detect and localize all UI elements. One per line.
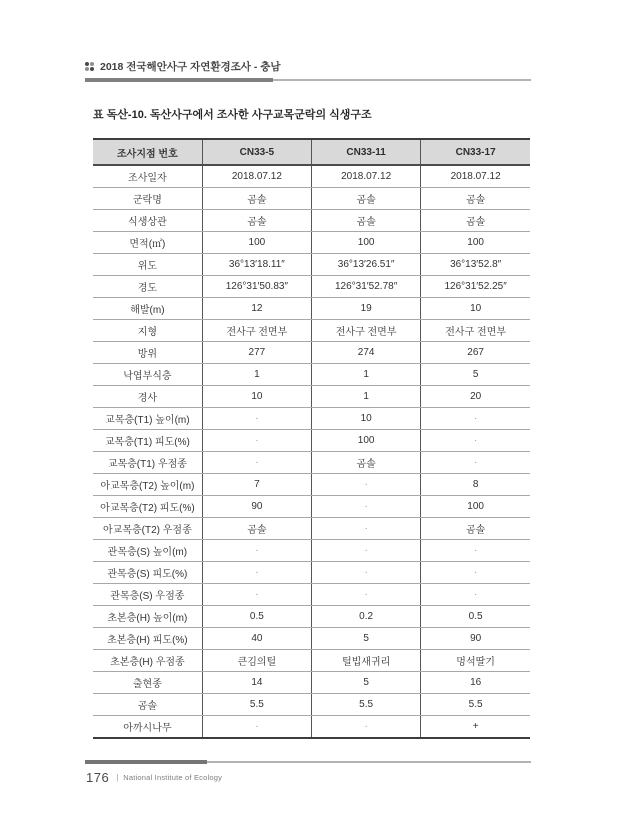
- table-row: [93, 210, 530, 232]
- value-cell: 0.2: [312, 606, 421, 628]
- value-cell: ·: [421, 562, 530, 584]
- value-cell: ·: [421, 452, 530, 474]
- table-body: [93, 165, 530, 738]
- value-cell: ·: [312, 716, 421, 739]
- row-label-cell: 교목층(T1) 높이(m): [93, 408, 202, 430]
- value-cell: ·: [421, 408, 530, 430]
- value-cell: 5.5: [421, 694, 530, 716]
- value-cell: 90: [202, 496, 311, 518]
- table-header-row: [93, 139, 530, 165]
- value-cell: 36°13′26.51″: [312, 254, 421, 276]
- row-label-cell: 관목층(S) 우점종: [93, 584, 202, 606]
- value-cell: 10: [421, 298, 530, 320]
- row-label-cell: 아교목층(T2) 높이(m): [93, 474, 202, 496]
- survey-table-container: [93, 138, 530, 739]
- value-cell: 곰솔: [421, 210, 530, 232]
- value-cell: 털빕새귀리: [312, 650, 421, 672]
- row-label-cell: 출현종: [93, 672, 202, 694]
- table-row: [93, 452, 530, 474]
- row-label-cell: 위도: [93, 254, 202, 276]
- value-cell: 100: [312, 232, 421, 254]
- row-label-cell: 경도: [93, 276, 202, 298]
- value-cell: 전사구 전면부: [202, 320, 311, 342]
- table-row: [93, 672, 530, 694]
- row-label-cell: 초본층(H) 높이(m): [93, 606, 202, 628]
- dots-grid-icon: [85, 62, 94, 71]
- table-header-cell: CN33-17: [421, 139, 530, 165]
- table-title: 표 독산-10. 독산사구에서 조사한 사구교목군락의 식생구조: [93, 109, 372, 121]
- value-cell: 20: [421, 386, 530, 408]
- table-header-cell: 조사지점 번호: [93, 139, 202, 165]
- value-cell: 0.5: [202, 606, 311, 628]
- row-label-cell: 방위: [93, 342, 202, 364]
- value-cell: 12: [202, 298, 311, 320]
- value-cell: 곰솔: [421, 188, 530, 210]
- row-label-cell: 해발(m): [93, 298, 202, 320]
- value-cell: 100: [421, 232, 530, 254]
- row-label-cell: 관목층(S) 피도(%): [93, 562, 202, 584]
- value-cell: 곰솔: [202, 188, 311, 210]
- page-number: 176: [86, 770, 110, 785]
- value-cell: 5.5: [202, 694, 311, 716]
- survey-table: [93, 138, 530, 739]
- table-row: [93, 298, 530, 320]
- row-label-cell: 경사: [93, 386, 202, 408]
- value-cell: 1: [312, 364, 421, 386]
- value-cell: 2018.07.12: [421, 165, 530, 188]
- value-cell: ·: [312, 474, 421, 496]
- value-cell: +: [421, 716, 530, 739]
- value-cell: ·: [202, 408, 311, 430]
- table-row: [93, 408, 530, 430]
- table-row: [93, 650, 530, 672]
- value-cell: ·: [202, 716, 311, 739]
- table-header-cell: CN33-5: [202, 139, 311, 165]
- value-cell: 90: [421, 628, 530, 650]
- table-row: [93, 165, 530, 188]
- value-cell: 100: [421, 496, 530, 518]
- value-cell: 36°13′52.8″: [421, 254, 530, 276]
- row-label-cell: 초본층(H) 우점종: [93, 650, 202, 672]
- value-cell: 2018.07.12: [202, 165, 311, 188]
- row-label-cell: 교목층(T1) 피도(%): [93, 430, 202, 452]
- value-cell: 7: [202, 474, 311, 496]
- value-cell: 10: [202, 386, 311, 408]
- value-cell: 전사구 전면부: [421, 320, 530, 342]
- value-cell: ·: [202, 452, 311, 474]
- value-cell: ·: [312, 562, 421, 584]
- table-row: [93, 496, 530, 518]
- value-cell: ·: [312, 540, 421, 562]
- table-row: [93, 342, 530, 364]
- value-cell: 5: [312, 672, 421, 694]
- value-cell: 1: [312, 386, 421, 408]
- row-label-cell: 군락명: [93, 188, 202, 210]
- row-label-cell: 아교목층(T2) 피도(%): [93, 496, 202, 518]
- value-cell: 곰솔: [202, 210, 311, 232]
- value-cell: 2018.07.12: [312, 165, 421, 188]
- value-cell: ·: [421, 430, 530, 452]
- value-cell: 곰솔: [312, 452, 421, 474]
- value-cell: 126°31′52.25″: [421, 276, 530, 298]
- table-row: [93, 716, 530, 739]
- header-rule-dark: [85, 78, 273, 82]
- value-cell: 10: [312, 408, 421, 430]
- value-cell: 곰솔: [202, 518, 311, 540]
- row-label-cell: 식생상관: [93, 210, 202, 232]
- table-row: [93, 518, 530, 540]
- value-cell: 곰솔: [312, 210, 421, 232]
- value-cell: 8: [421, 474, 530, 496]
- row-label-cell: 면적(㎡): [93, 232, 202, 254]
- table-row: [93, 276, 530, 298]
- table-row: [93, 562, 530, 584]
- value-cell: 5: [421, 364, 530, 386]
- row-label-cell: 아까시나무: [93, 716, 202, 739]
- value-cell: 267: [421, 342, 530, 364]
- value-cell: 100: [312, 430, 421, 452]
- value-cell: 5: [312, 628, 421, 650]
- row-label-cell: 초본층(H) 피도(%): [93, 628, 202, 650]
- table-row: [93, 386, 530, 408]
- value-cell: ·: [202, 430, 311, 452]
- value-cell: 1: [202, 364, 311, 386]
- value-cell: ·: [202, 562, 311, 584]
- footer-rule-dark: [85, 760, 207, 764]
- footer-institute: National Institute of Ecology: [123, 773, 223, 782]
- report-header-text: 2018 전국해안사구 자연환경조사 - 충남: [100, 60, 281, 73]
- row-label-cell: 지형: [93, 320, 202, 342]
- table-row: [93, 232, 530, 254]
- value-cell: ·: [202, 540, 311, 562]
- value-cell: 14: [202, 672, 311, 694]
- value-cell: ·: [312, 518, 421, 540]
- value-cell: 곰솔: [421, 518, 530, 540]
- table-row: [93, 364, 530, 386]
- table-row: [93, 320, 530, 342]
- value-cell: 곰솔: [312, 188, 421, 210]
- value-cell: 100: [202, 232, 311, 254]
- value-cell: ·: [421, 540, 530, 562]
- value-cell: 36°13′18.11″: [202, 254, 311, 276]
- table-row: [93, 474, 530, 496]
- value-cell: 전사구 전면부: [312, 320, 421, 342]
- value-cell: 277: [202, 342, 311, 364]
- footer-separator: |: [116, 773, 119, 782]
- row-label-cell: 곰솔: [93, 694, 202, 716]
- table-row: [93, 694, 530, 716]
- report-header: [85, 57, 535, 75]
- value-cell: 126°31′52.78″: [312, 276, 421, 298]
- value-cell: ·: [312, 496, 421, 518]
- page-footer: [86, 770, 222, 785]
- table-row: [93, 188, 530, 210]
- row-label-cell: 관목층(S) 높이(m): [93, 540, 202, 562]
- value-cell: 40: [202, 628, 311, 650]
- value-cell: 19: [312, 298, 421, 320]
- row-label-cell: 아교목층(T2) 우점종: [93, 518, 202, 540]
- table-row: [93, 584, 530, 606]
- row-label-cell: 낙엽부식층: [93, 364, 202, 386]
- table-row: [93, 540, 530, 562]
- value-cell: 274: [312, 342, 421, 364]
- row-label-cell: 조사일자: [93, 165, 202, 188]
- value-cell: 멍석딸기: [421, 650, 530, 672]
- table-row: [93, 430, 530, 452]
- value-cell: 0.5: [421, 606, 530, 628]
- value-cell: ·: [312, 584, 421, 606]
- value-cell: 5.5: [312, 694, 421, 716]
- row-label-cell: 교목층(T1) 우점종: [93, 452, 202, 474]
- value-cell: ·: [421, 584, 530, 606]
- table-row: [93, 606, 530, 628]
- value-cell: ·: [202, 584, 311, 606]
- table-row: [93, 254, 530, 276]
- value-cell: 126°31′50.83″: [202, 276, 311, 298]
- table-header-cell: CN33-11: [312, 139, 421, 165]
- value-cell: 큰김의털: [202, 650, 311, 672]
- table-row: [93, 628, 530, 650]
- value-cell: 16: [421, 672, 530, 694]
